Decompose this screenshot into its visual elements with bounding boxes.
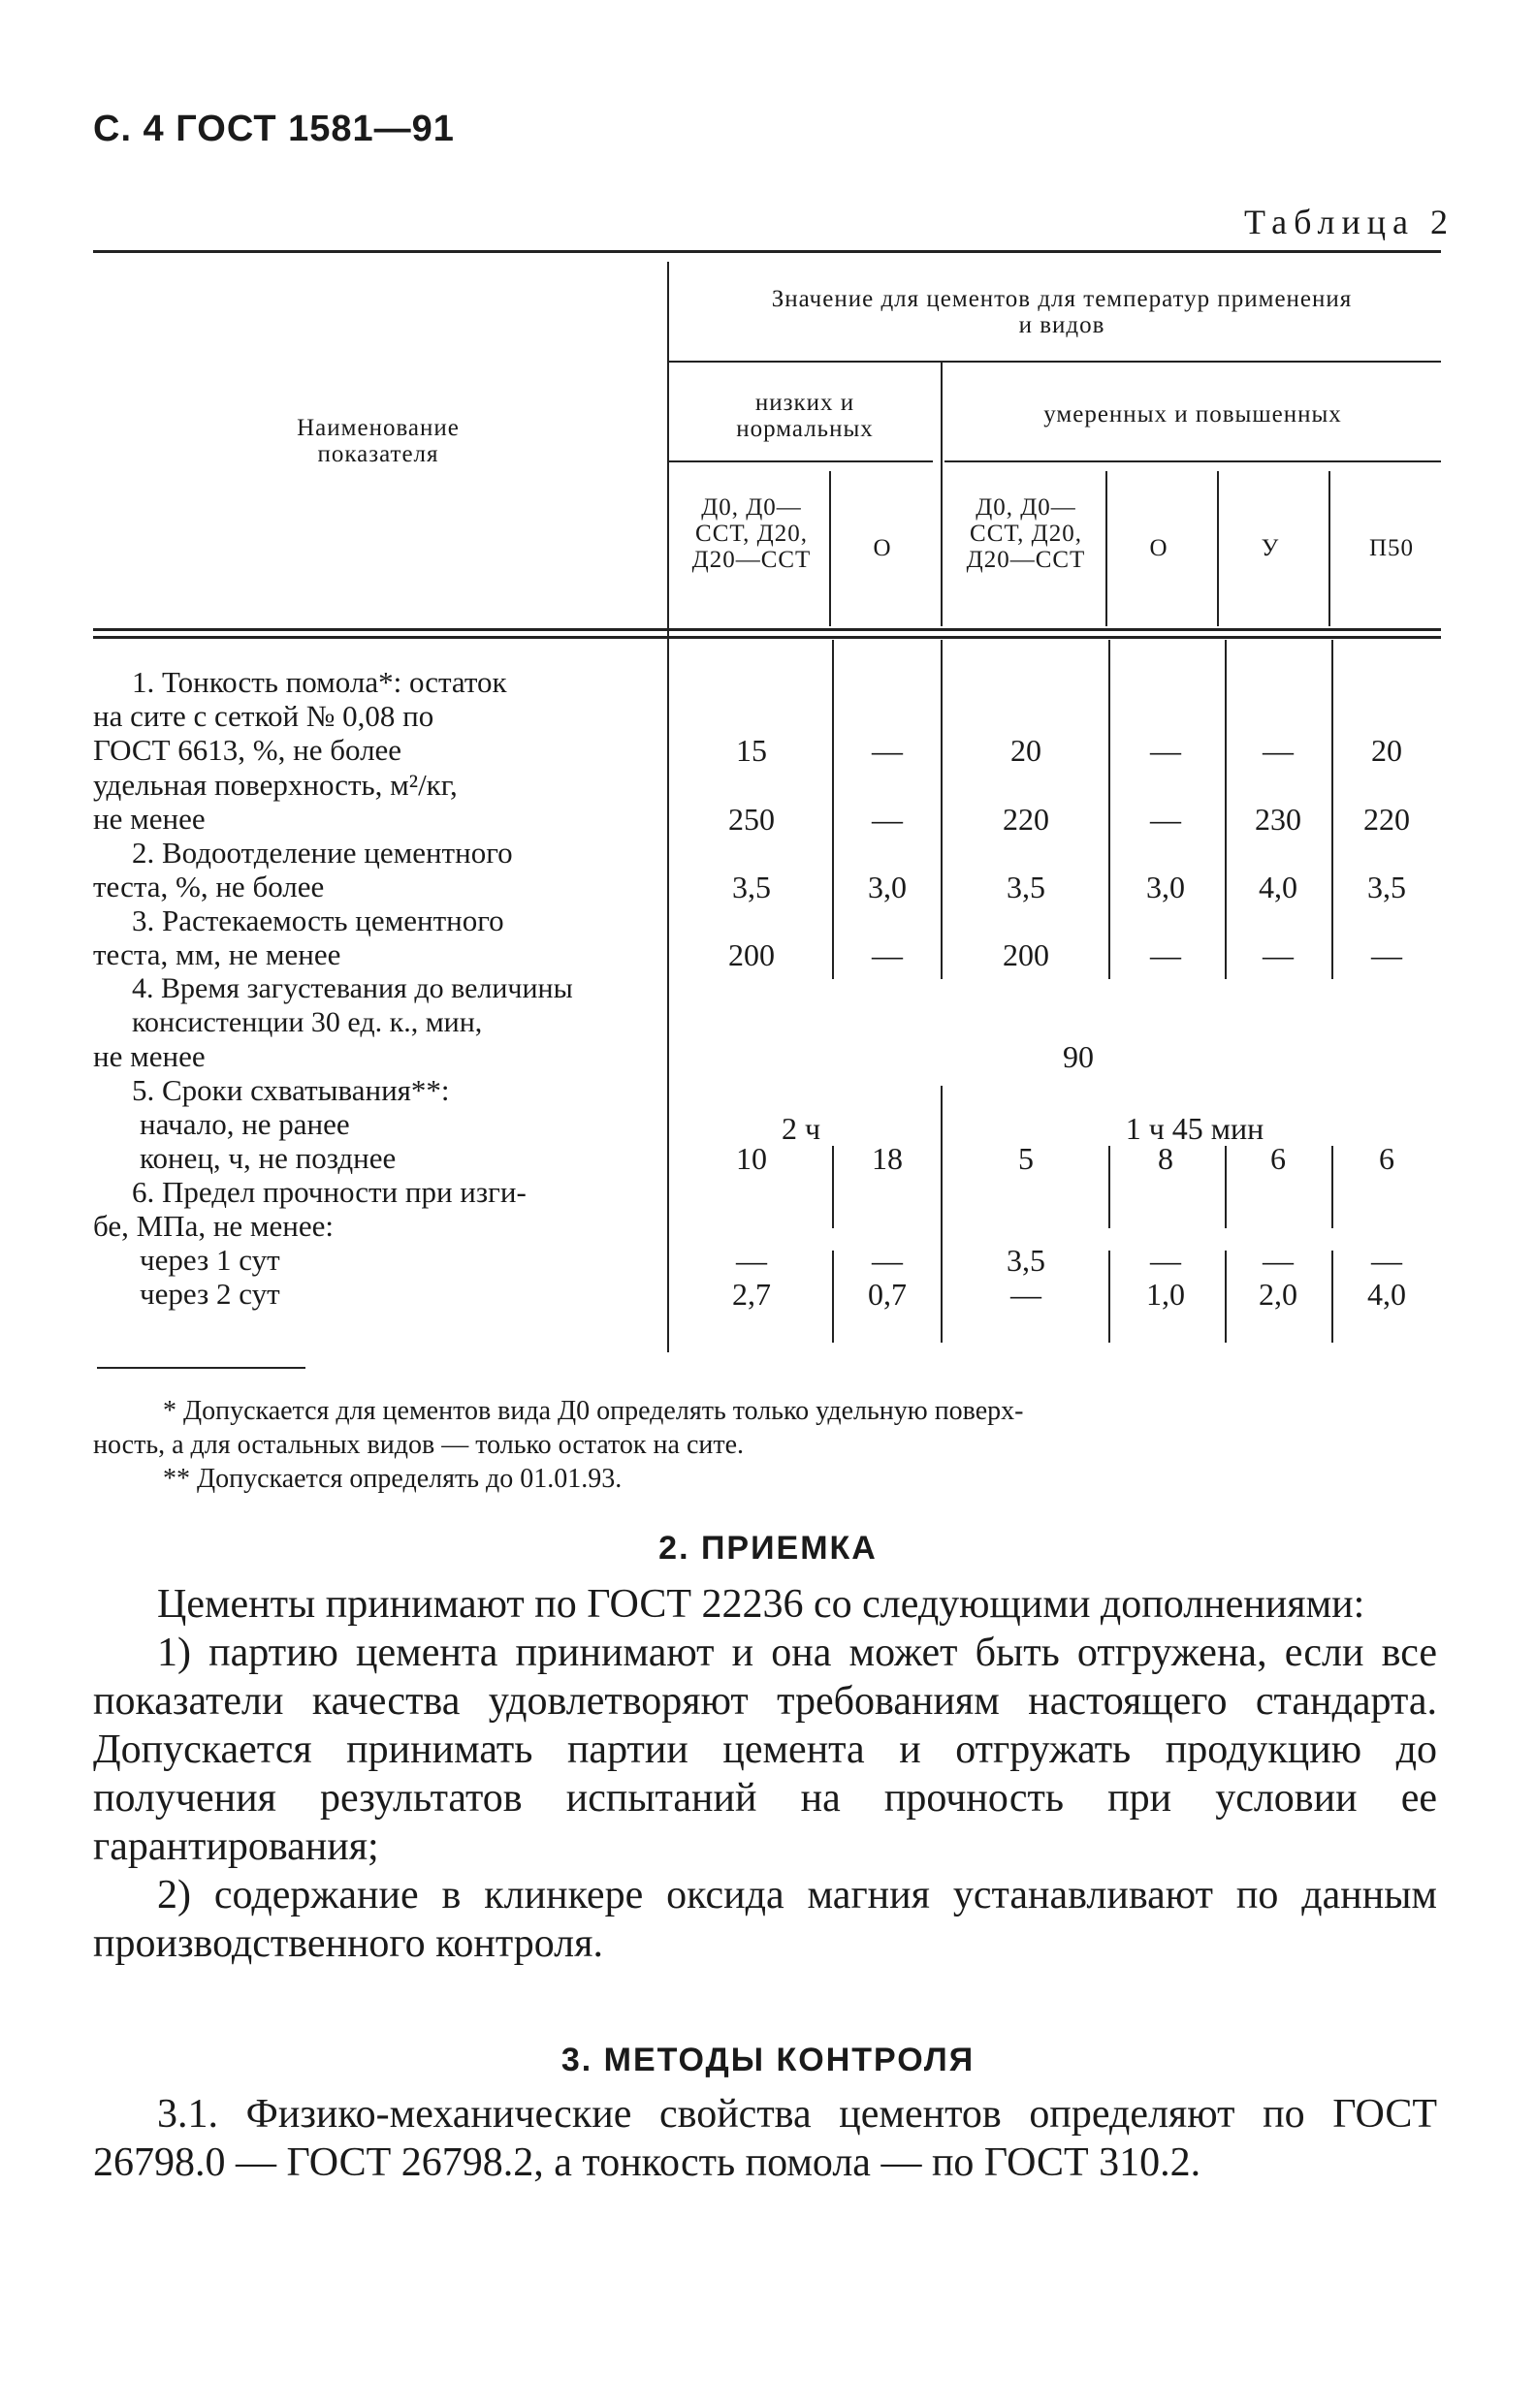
section2-intro: Цементы принимают по ГОСТ 22236 со следующими дополнениями: (157, 1582, 1365, 1627)
row6a-label: через 1 сут (140, 1243, 280, 1277)
table-header-rule-1 (93, 628, 1441, 631)
cell-r10-c0: 2,7 (732, 1277, 771, 1312)
cell-r10-c1: 0,7 (868, 1277, 907, 1312)
row4-label: 4. Время загустевания до величины консистенции 30 ед. к., мин, (132, 972, 573, 1038)
subheader-high-d: Д0, Д0—ССТ, Д20, Д20—ССТ (966, 494, 1086, 573)
footnote-2: ** Допускается определять до 01.01.93. (163, 1464, 623, 1494)
cell-r4-c1: — (872, 937, 903, 972)
cell-r1-c4: — (1263, 733, 1294, 768)
row2-label2: теста, %, не более (93, 870, 325, 903)
subheader-low-o: О (873, 535, 892, 561)
header-group-low: низких и нормальных (736, 390, 874, 442)
row6b-label: через 2 сут (140, 1277, 280, 1311)
row1b-label: удельная поверхность, м²/кг, (93, 768, 458, 802)
cell-r7-c4: 6 (1270, 1141, 1286, 1176)
section3-p31: 3.1. Физико-механические свойства цементов определяют по ГОСТ 26798.0 — ГОСТ 26798.2, а тонкость помола — по ГОСТ 310.2. (93, 2092, 1437, 2185)
cell-r7-c3: 8 (1158, 1141, 1173, 1176)
cell-r4-c4: — (1263, 937, 1294, 972)
row4-value-merged: 90 (1063, 1039, 1094, 1074)
row1-label-line1 (93, 665, 657, 699)
section3-body (93, 2090, 1437, 2187)
header-group-high: умеренных и повышенных (1043, 401, 1342, 428)
cell-r10-c2: — (1010, 1277, 1041, 1312)
cell-r9-c0: — (736, 1243, 767, 1278)
table-top-rule (93, 250, 1441, 253)
cell-r7-c2: 5 (1018, 1141, 1034, 1176)
section2-item1: 1) партию цемента принимают и она может быть отгружена, если все показатели качества удовлетворяют требованиям настоящего стандарта. Допускается принимать партии цемента и отгружать продукцию до получения результатов испытаний на прочность при условии ее гарантирования; (93, 1631, 1437, 1869)
row5-label: 5. Сроки схватывания**: (132, 1073, 450, 1107)
header-divider-c2 (829, 471, 831, 626)
cell-r1-c2: 20 (1010, 733, 1041, 768)
cell-r1-c5: 20 (1371, 733, 1402, 768)
cell-r2-c1: — (872, 802, 903, 837)
row1-text-a: 1. Тонкость помола*: остаток (132, 665, 507, 699)
footnote-1-line2: ность, а для остальных видов — только остаток на сите. (93, 1430, 745, 1460)
header-divider-c6 (1328, 471, 1330, 626)
cell-r3-c1: 3,0 (868, 870, 907, 904)
cell-r10-c4: 2,0 (1259, 1277, 1297, 1312)
cell-r9-c5: — (1371, 1243, 1402, 1278)
cell-r2-c4: 230 (1255, 802, 1301, 837)
section2-body (93, 1580, 1437, 1968)
section3-title: 3. МЕТОДЫ КОНТРОЛЯ (560, 2042, 976, 2078)
row5-start-low: 2 ч (781, 1111, 821, 1146)
cell-r3-c2: 3,5 (1007, 870, 1045, 904)
header-divider-c4 (1105, 471, 1107, 626)
header-indicator: Наименование показателя (297, 415, 460, 467)
cell-r7-c5: 6 (1379, 1141, 1394, 1176)
row6-label2: бе, МПа, не менее: (93, 1209, 335, 1243)
cell-r2-c3: — (1150, 802, 1181, 837)
cell-r9-c2: 3,5 (1007, 1243, 1045, 1278)
row6-label: 6. Предел прочности при изги- (132, 1175, 527, 1209)
header-values-group: Значение для цементов для температур применения и видов (771, 286, 1353, 338)
subgroup-rule-high (944, 460, 1441, 462)
row1b-label2: не менее (93, 802, 206, 836)
subgroup-rule-low (669, 460, 933, 462)
row5a-label: начало, не ранее (140, 1107, 350, 1141)
cell-r4-c0: 200 (728, 937, 775, 972)
footnote-1-line1: * Допускается для цементов вида Д0 определять только удельную поверх- (163, 1396, 1024, 1426)
cell-r9-c4: — (1263, 1243, 1294, 1278)
cell-r4-c3: — (1150, 937, 1181, 972)
row1a-label: ГОСТ 6613, %, не более (93, 733, 402, 767)
row4-label2: не менее (93, 1039, 206, 1073)
cell-r3-c0: 3,5 (732, 870, 771, 904)
cell-r9-c1: — (872, 1243, 903, 1278)
cell-r2-c2: 220 (1003, 802, 1049, 837)
section2-title: 2. ПРИЕМКА (658, 1530, 878, 1567)
cell-r1-c1: — (872, 733, 903, 768)
row3-label2: теста, мм, не менее (93, 937, 341, 971)
cell-r2-c0: 250 (728, 802, 775, 837)
subheader-high-u: У (1261, 535, 1280, 561)
cell-r1-c3: — (1150, 733, 1181, 768)
row3-label: 3. Растекаемость цементного (132, 903, 504, 937)
cell-r4-c5: — (1371, 937, 1402, 972)
row1-label-line2: на сите с сеткой № 0,08 по (93, 699, 434, 733)
subheader-low-d: Д0, Д0—ССТ, Д20, Д20—ССТ (691, 494, 812, 573)
subheader-high-o: О (1149, 535, 1168, 561)
table-caption: Таблица 2 (1244, 203, 1455, 241)
header-divider-groups (941, 363, 943, 626)
cell-r9-c3: — (1150, 1243, 1181, 1278)
row5-start-high: 1 ч 45 мин (1125, 1111, 1264, 1146)
header-divider-c5 (1217, 471, 1219, 626)
row5b-label: конец, ч, не позднее (140, 1141, 397, 1175)
cell-r7-c1: 18 (872, 1141, 903, 1176)
row2-label: 2. Водоотделение цементного (132, 836, 513, 870)
cell-r7-c0: 10 (736, 1141, 767, 1176)
footnote-rule (97, 1367, 305, 1369)
cell-r2-c5: 220 (1363, 802, 1410, 837)
subheader-high-p50: П50 (1368, 535, 1415, 561)
section2-item2: 2) содержание в клинкере оксида магния устанавливают по данным производственного контроля. (93, 1873, 1437, 1966)
group-rule (669, 361, 1441, 363)
cell-r3-c4: 4,0 (1259, 870, 1297, 904)
table-header-rule-2 (93, 636, 1441, 639)
cell-r4-c2: 200 (1003, 937, 1049, 972)
cell-r3-c3: 3,0 (1146, 870, 1185, 904)
cell-r3-c5: 3,5 (1367, 870, 1406, 904)
page-header: С. 4 ГОСТ 1581—91 (93, 109, 455, 149)
cell-r10-c3: 1,0 (1146, 1277, 1185, 1312)
cell-r10-c5: 4,0 (1367, 1277, 1406, 1312)
cell-r1-c0: 15 (736, 733, 767, 768)
